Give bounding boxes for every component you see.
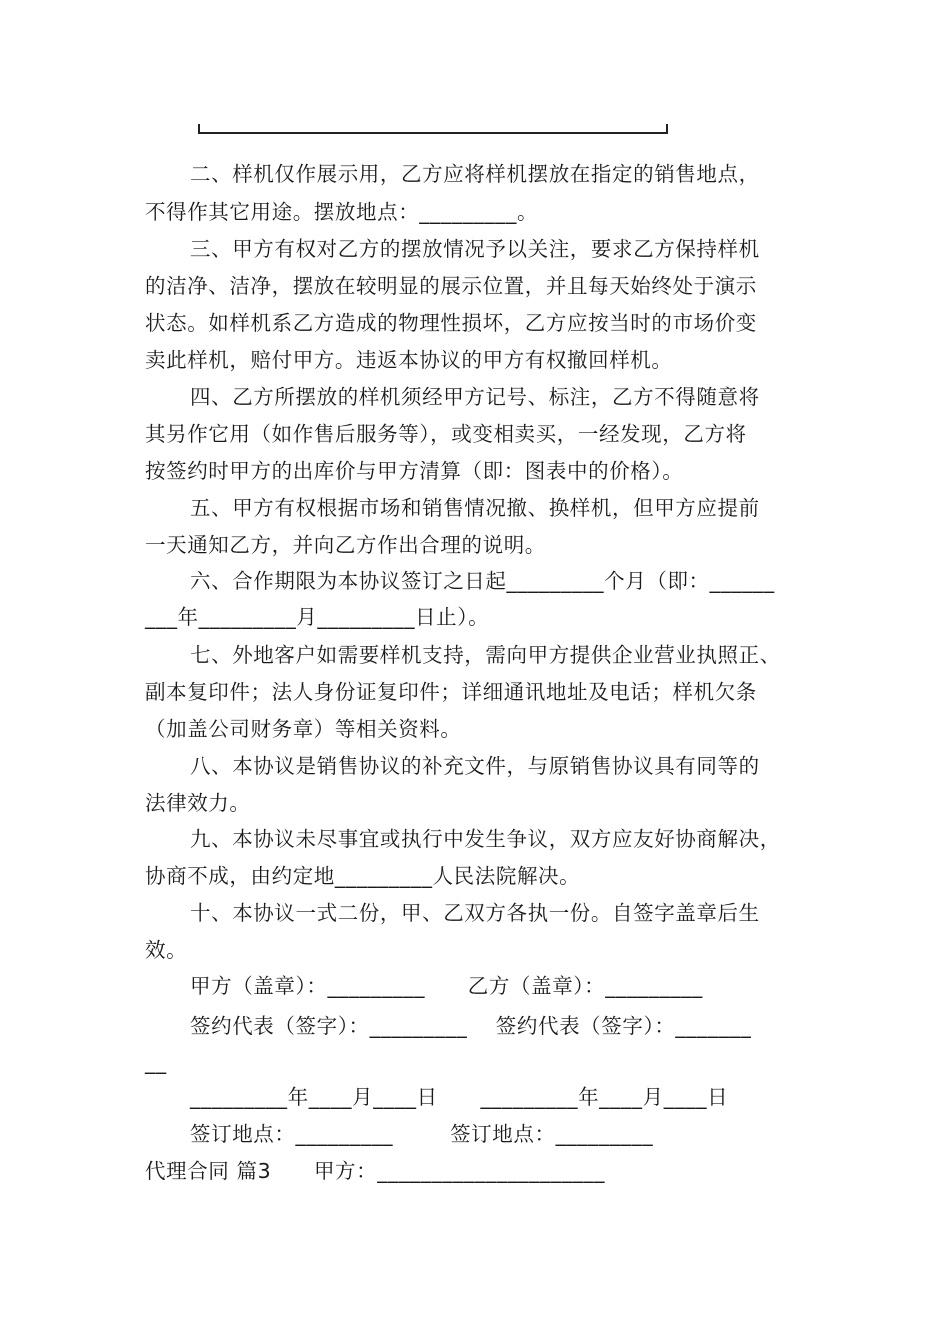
signature-date-line: _________年____月____日 _________年____月____日 xyxy=(190,1085,729,1109)
clause-3-line-1: 三、甲方有权对乙方的摆放情况予以关注，要求乙方保持样机 xyxy=(190,237,760,261)
clause-6-line-1: 六、合作期限为本协议签订之日起_________个月（即：______ xyxy=(190,569,775,593)
clause-7-line-1: 七、外地客户如需要样机支持，需向甲方提供企业营业执照正、 xyxy=(190,643,781,667)
clause-5-line-1: 五、甲方有权根据市场和销售情况撤、换样机，但甲方应提前 xyxy=(190,496,760,520)
clause-2-line-2: 不得作其它用途。摆放地点：_________。 xyxy=(145,200,539,224)
next-section-heading: 代理合同 篇3 甲方：_____________________ xyxy=(145,1159,606,1183)
clause-8-line-1: 八、本协议是销售协议的补充文件，与原销售协议具有同等的 xyxy=(190,754,760,778)
clause-10-line-1: 十、本协议一式二份，甲、乙双方各执一份。自签字盖章后生 xyxy=(190,901,760,925)
clause-3-line-2: 的洁净、洁净，摆放在较明显的展示位置，并且每天始终处于演示 xyxy=(145,274,757,298)
clause-3-line-3: 状态。如样机系乙方造成的物理性损坏，乙方应按当时的市场价变 xyxy=(145,311,757,335)
clause-10-line-2: 效。 xyxy=(145,938,188,962)
clause-4-line-2: 其另作它用（如作售后服务等），或变相卖买，一经发现，乙方将 xyxy=(145,422,747,446)
clause-6-line-2: ___年_________月_________日止）。 xyxy=(145,605,490,629)
signature-rep-continuation: __ xyxy=(145,1050,167,1074)
clause-8-line-2: 法律效力。 xyxy=(145,791,251,815)
table-bottom-border xyxy=(198,124,668,134)
clause-7-line-3: （加盖公司财务章）等相关资料。 xyxy=(145,717,462,741)
clause-3-line-4: 卖此样机，赔付甲方。违返本协议的甲方有权撤回样机。 xyxy=(145,348,673,372)
clause-9-line-2: 协商不成，由约定地_________人民法院解决。 xyxy=(145,864,581,888)
signature-seal-line: 甲方（盖章）：_________ 乙方（盖章）：_________ xyxy=(190,974,703,998)
signature-place-line: 签订地点：_________ 签订地点：_________ xyxy=(190,1122,654,1146)
signature-rep-line: 签约代表（签字）：_________ 签约代表（签字）：_______ xyxy=(190,1014,752,1038)
clause-2-line-1: 二、样机仅作展示用，乙方应将样机摆放在指定的销售地点， xyxy=(190,162,760,186)
clause-4-line-3: 按签约时甲方的出库价与甲方清算（即：图表中的价格）。 xyxy=(145,459,684,483)
clause-9-line-1: 九、本协议未尽事宜或执行中发生争议，双方应友好协商解决， xyxy=(190,827,781,851)
clause-5-line-2: 一天通知乙方，并向乙方作出合理的说明。 xyxy=(145,533,546,557)
clause-4-line-1: 四、乙方所摆放的样机须经甲方记号、标注，乙方不得随意将 xyxy=(190,385,760,409)
clause-7-line-2: 副本复印件；法人身份证复印件；详细通讯地址及电话；样机欠条 xyxy=(145,680,757,704)
